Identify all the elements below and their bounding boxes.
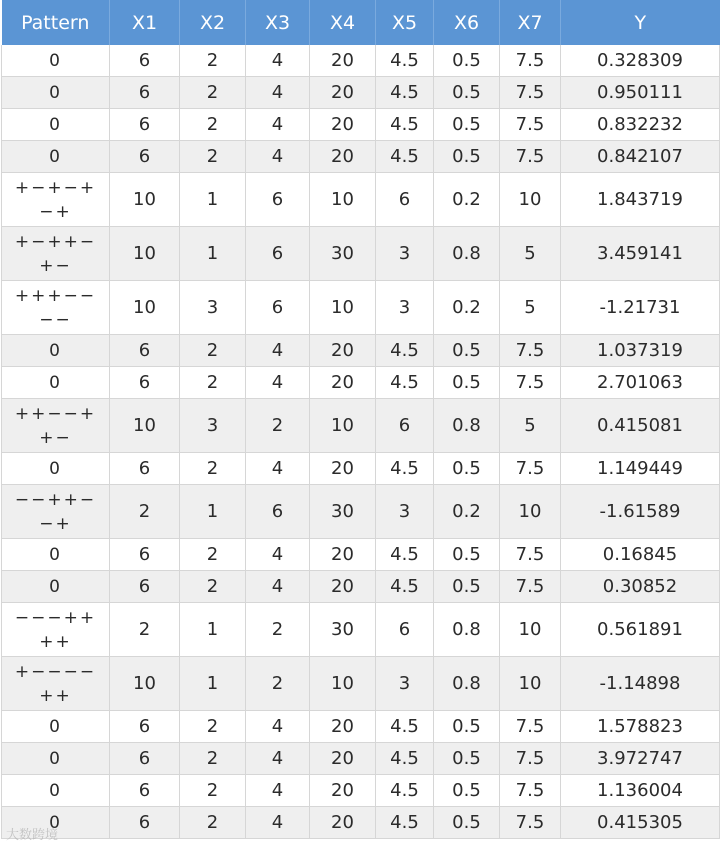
x4-cell: 20	[310, 539, 376, 571]
x3-cell: 4	[246, 807, 310, 839]
x5-cell: 4.5	[376, 335, 434, 367]
x1-cell: 10	[110, 173, 180, 227]
x5-cell: 6	[376, 603, 434, 657]
x5-cell: 6	[376, 173, 434, 227]
x7-cell: 7.5	[500, 711, 561, 743]
x2-cell: 3	[180, 281, 246, 335]
pattern-cell: 0	[2, 141, 110, 173]
y-cell: 0.328309	[561, 45, 720, 77]
x6-cell: 0.5	[434, 109, 500, 141]
x4-cell: 20	[310, 711, 376, 743]
pattern-cell: −−−++ ++	[2, 603, 110, 657]
x3-cell: 4	[246, 335, 310, 367]
x4-cell: 10	[310, 173, 376, 227]
x5-cell: 4.5	[376, 807, 434, 839]
x3-cell: 4	[246, 77, 310, 109]
x2-cell: 2	[180, 807, 246, 839]
pattern-cell: 0	[2, 335, 110, 367]
pattern-cell: 0	[2, 77, 110, 109]
x5-cell: 4.5	[376, 453, 434, 485]
y-cell: -1.61589	[561, 485, 720, 539]
table-row	[2, 657, 720, 711]
x2-cell: 1	[180, 485, 246, 539]
y-cell: 3.459141	[561, 227, 720, 281]
x4-cell: 30	[310, 227, 376, 281]
table-body	[2, 45, 720, 839]
x1-cell: 6	[110, 775, 180, 807]
y-cell: 1.149449	[561, 453, 720, 485]
table-row	[2, 571, 720, 603]
x7-cell: 7.5	[500, 77, 561, 109]
x3-cell: 4	[246, 711, 310, 743]
y-cell: 0.415081	[561, 399, 720, 453]
x5-cell: 3	[376, 657, 434, 711]
x2-cell: 2	[180, 571, 246, 603]
x3-cell: 6	[246, 485, 310, 539]
table-row	[2, 227, 720, 281]
x6-cell: 0.5	[434, 141, 500, 173]
y-cell: 1.037319	[561, 335, 720, 367]
pattern-cell: 0	[2, 807, 110, 839]
table-row	[2, 173, 720, 227]
x6-cell: 0.8	[434, 227, 500, 281]
x2-cell: 2	[180, 141, 246, 173]
x7-cell: 7.5	[500, 141, 561, 173]
pattern-cell: ++−−+ +−	[2, 399, 110, 453]
x6-cell: 0.8	[434, 657, 500, 711]
table-row	[2, 485, 720, 539]
x3-cell: 4	[246, 571, 310, 603]
x1-cell: 6	[110, 45, 180, 77]
pattern-cell: +−++− +−	[2, 227, 110, 281]
x4-cell: 20	[310, 109, 376, 141]
x1-cell: 6	[110, 77, 180, 109]
x2-cell: 3	[180, 399, 246, 453]
x5-cell: 4.5	[376, 77, 434, 109]
table-row	[2, 281, 720, 335]
x5-cell: 3	[376, 485, 434, 539]
x1-cell: 6	[110, 539, 180, 571]
watermark: 大数跨境	[6, 828, 59, 843]
y-cell: 1.843719	[561, 173, 720, 227]
x3-cell: 4	[246, 109, 310, 141]
x7-cell: 10	[500, 485, 561, 539]
table-row	[2, 711, 720, 743]
column-header-pattern: Pattern	[2, 0, 110, 45]
x3-cell: 4	[246, 367, 310, 399]
x2-cell: 2	[180, 711, 246, 743]
x7-cell: 7.5	[500, 571, 561, 603]
x1-cell: 6	[110, 141, 180, 173]
x3-cell: 2	[246, 603, 310, 657]
x3-cell: 6	[246, 227, 310, 281]
x1-cell: 6	[110, 453, 180, 485]
x5-cell: 3	[376, 227, 434, 281]
table-row	[2, 77, 720, 109]
x6-cell: 0.5	[434, 335, 500, 367]
x1-cell: 2	[110, 485, 180, 539]
x7-cell: 10	[500, 603, 561, 657]
column-header-x6: X6	[434, 0, 500, 45]
x5-cell: 4.5	[376, 775, 434, 807]
table-row	[2, 603, 720, 657]
pattern-cell: 0	[2, 743, 110, 775]
x4-cell: 20	[310, 807, 376, 839]
x7-cell: 7.5	[500, 743, 561, 775]
pattern-cell: 0	[2, 367, 110, 399]
x3-cell: 2	[246, 399, 310, 453]
x4-cell: 20	[310, 367, 376, 399]
x3-cell: 4	[246, 539, 310, 571]
table-row	[2, 141, 720, 173]
x1-cell: 10	[110, 281, 180, 335]
x4-cell: 20	[310, 335, 376, 367]
x7-cell: 10	[500, 657, 561, 711]
y-cell: 0.415305	[561, 807, 720, 839]
column-header-x4: X4	[310, 0, 376, 45]
pattern-cell: 0	[2, 453, 110, 485]
x5-cell: 4.5	[376, 109, 434, 141]
x5-cell: 4.5	[376, 711, 434, 743]
x6-cell: 0.5	[434, 807, 500, 839]
x6-cell: 0.5	[434, 367, 500, 399]
x4-cell: 20	[310, 141, 376, 173]
x4-cell: 20	[310, 775, 376, 807]
pattern-cell: 0	[2, 109, 110, 141]
x1-cell: 6	[110, 711, 180, 743]
pattern-cell: −−++− −+	[2, 485, 110, 539]
pattern-cell: 0	[2, 711, 110, 743]
x6-cell: 0.8	[434, 399, 500, 453]
x3-cell: 2	[246, 657, 310, 711]
pattern-cell: 0	[2, 45, 110, 77]
table-row	[2, 807, 720, 839]
y-cell: 2.701063	[561, 367, 720, 399]
x7-cell: 7.5	[500, 539, 561, 571]
x1-cell: 6	[110, 335, 180, 367]
y-cell: 0.832232	[561, 109, 720, 141]
x3-cell: 4	[246, 141, 310, 173]
x6-cell: 0.5	[434, 775, 500, 807]
x5-cell: 4.5	[376, 367, 434, 399]
column-header-x2: X2	[180, 0, 246, 45]
x6-cell: 0.8	[434, 603, 500, 657]
x6-cell: 0.2	[434, 485, 500, 539]
data-table	[1, 0, 720, 839]
x2-cell: 2	[180, 453, 246, 485]
table-row	[2, 743, 720, 775]
y-cell: 1.578823	[561, 711, 720, 743]
table-row	[2, 45, 720, 77]
x4-cell: 10	[310, 281, 376, 335]
x1-cell: 6	[110, 571, 180, 603]
x5-cell: 3	[376, 281, 434, 335]
x7-cell: 7.5	[500, 367, 561, 399]
y-cell: 0.950111	[561, 77, 720, 109]
x2-cell: 1	[180, 173, 246, 227]
x1-cell: 10	[110, 227, 180, 281]
x2-cell: 2	[180, 539, 246, 571]
x4-cell: 20	[310, 571, 376, 603]
x2-cell: 2	[180, 743, 246, 775]
x7-cell: 7.5	[500, 335, 561, 367]
x7-cell: 7.5	[500, 775, 561, 807]
x2-cell: 2	[180, 45, 246, 77]
x7-cell: 5	[500, 281, 561, 335]
y-cell: 0.842107	[561, 141, 720, 173]
column-header-x3: X3	[246, 0, 310, 45]
x2-cell: 1	[180, 603, 246, 657]
x3-cell: 6	[246, 281, 310, 335]
table-row	[2, 453, 720, 485]
x6-cell: 0.5	[434, 453, 500, 485]
x1-cell: 6	[110, 743, 180, 775]
table-row	[2, 367, 720, 399]
x7-cell: 5	[500, 227, 561, 281]
table-row	[2, 775, 720, 807]
y-cell: 0.561891	[561, 603, 720, 657]
pattern-cell: +−−−− ++	[2, 657, 110, 711]
pattern-cell: 0	[2, 775, 110, 807]
x6-cell: 0.2	[434, 281, 500, 335]
x3-cell: 4	[246, 45, 310, 77]
x4-cell: 10	[310, 399, 376, 453]
x6-cell: 0.5	[434, 45, 500, 77]
x7-cell: 5	[500, 399, 561, 453]
y-cell: 0.16845	[561, 539, 720, 571]
x2-cell: 2	[180, 77, 246, 109]
y-cell: 1.136004	[561, 775, 720, 807]
x6-cell: 0.2	[434, 173, 500, 227]
x4-cell: 20	[310, 45, 376, 77]
x1-cell: 2	[110, 603, 180, 657]
table-header	[2, 0, 720, 45]
table-row	[2, 109, 720, 141]
x7-cell: 10	[500, 173, 561, 227]
x1-cell: 10	[110, 399, 180, 453]
x5-cell: 4.5	[376, 571, 434, 603]
pattern-cell: 0	[2, 571, 110, 603]
x4-cell: 20	[310, 77, 376, 109]
pattern-cell: +−+−+ −+	[2, 173, 110, 227]
column-header-x5: X5	[376, 0, 434, 45]
x2-cell: 1	[180, 227, 246, 281]
table-row	[2, 539, 720, 571]
x4-cell: 10	[310, 657, 376, 711]
x1-cell: 10	[110, 657, 180, 711]
x3-cell: 6	[246, 173, 310, 227]
x7-cell: 7.5	[500, 807, 561, 839]
x3-cell: 4	[246, 743, 310, 775]
x5-cell: 4.5	[376, 743, 434, 775]
x4-cell: 20	[310, 453, 376, 485]
x2-cell: 2	[180, 109, 246, 141]
x5-cell: 4.5	[376, 141, 434, 173]
y-cell: -1.14898	[561, 657, 720, 711]
x4-cell: 30	[310, 485, 376, 539]
x6-cell: 0.5	[434, 539, 500, 571]
x7-cell: 7.5	[500, 45, 561, 77]
x6-cell: 0.5	[434, 711, 500, 743]
x3-cell: 4	[246, 775, 310, 807]
x6-cell: 0.5	[434, 571, 500, 603]
x3-cell: 4	[246, 453, 310, 485]
x6-cell: 0.5	[434, 743, 500, 775]
x7-cell: 7.5	[500, 109, 561, 141]
x2-cell: 2	[180, 367, 246, 399]
x1-cell: 6	[110, 807, 180, 839]
x2-cell: 1	[180, 657, 246, 711]
x5-cell: 4.5	[376, 45, 434, 77]
x6-cell: 0.5	[434, 77, 500, 109]
x2-cell: 2	[180, 775, 246, 807]
column-header-x7: X7	[500, 0, 561, 45]
x1-cell: 6	[110, 109, 180, 141]
x7-cell: 7.5	[500, 453, 561, 485]
x4-cell: 20	[310, 743, 376, 775]
y-cell: -1.21731	[561, 281, 720, 335]
table-row	[2, 399, 720, 453]
x5-cell: 4.5	[376, 539, 434, 571]
x2-cell: 2	[180, 335, 246, 367]
pattern-cell: 0	[2, 539, 110, 571]
x1-cell: 6	[110, 367, 180, 399]
column-header-x1: X1	[110, 0, 180, 45]
y-cell: 0.30852	[561, 571, 720, 603]
column-header-y: Y	[561, 0, 720, 45]
x4-cell: 30	[310, 603, 376, 657]
y-cell: 3.972747	[561, 743, 720, 775]
table-row	[2, 335, 720, 367]
x5-cell: 6	[376, 399, 434, 453]
pattern-cell: +++−− −−	[2, 281, 110, 335]
